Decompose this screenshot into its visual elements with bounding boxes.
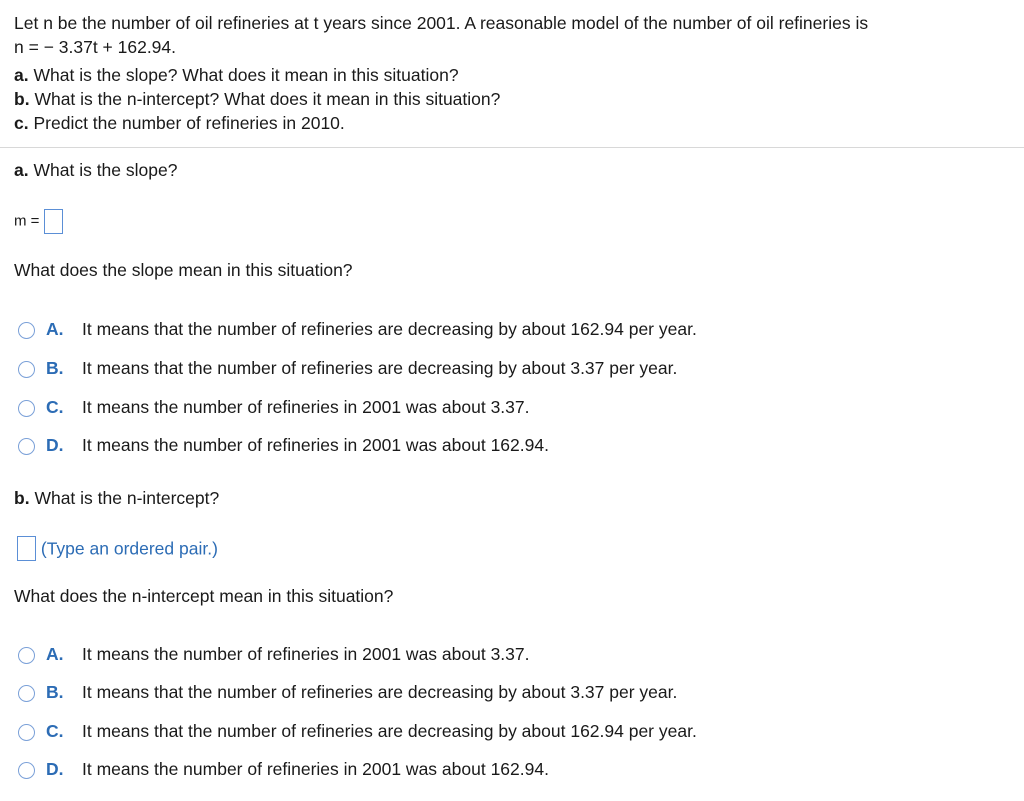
option-letter: C. bbox=[46, 397, 64, 417]
problem-statement: Let n be the number of oil refineries at t years since 2001. A reasonable model of the number of oil refineries is bbox=[14, 13, 869, 33]
option-text: It means that the number of refineries are decreasing by about 3.37 per year. bbox=[82, 682, 678, 702]
option-text: It means the number of refineries in 2001 was about 3.37. bbox=[82, 644, 530, 664]
part-a-label: a. bbox=[14, 160, 29, 180]
part-b-meaning-question: What does the n-intercept mean in this situation? bbox=[14, 586, 394, 606]
option-letter: A. bbox=[46, 644, 64, 664]
option-text: It means that the number of refineries are decreasing by about 3.37 per year. bbox=[82, 358, 678, 378]
intercept-input-hint: (Type an ordered pair.) bbox=[40, 538, 218, 559]
question-c-label: c. bbox=[14, 113, 29, 133]
option-text: It means the number of refineries in 2001 was about 162.94. bbox=[82, 759, 549, 779]
question-a-text: What is the slope? What does it mean in this situation? bbox=[33, 65, 459, 85]
question-b-text: What is the n-intercept? What does it mean in this situation? bbox=[34, 89, 501, 109]
model-equation: n = − 3.37t + 162.94. bbox=[14, 37, 177, 57]
slope-input-prefix: m = bbox=[14, 212, 40, 230]
radio-button[interactable] bbox=[18, 762, 35, 779]
slope-input-row bbox=[14, 207, 63, 234]
question-c-text: Predict the number of refineries in 2010. bbox=[33, 113, 345, 133]
part-a-meaning-question: What does the slope mean in this situation? bbox=[14, 260, 353, 280]
option-letter: D. bbox=[46, 759, 64, 779]
option-text: It means the number of refineries in 2001 was about 162.94. bbox=[82, 435, 549, 455]
intercept-answer-input[interactable] bbox=[17, 536, 36, 561]
radio-button[interactable] bbox=[18, 647, 35, 664]
option-letter: B. bbox=[46, 682, 64, 702]
option-letter: B. bbox=[46, 358, 64, 378]
option-letter: D. bbox=[46, 435, 64, 455]
intercept-input-row bbox=[17, 534, 218, 561]
question-b bbox=[14, 87, 500, 111]
option-text: It means the number of refineries in 2001 was about 3.37. bbox=[82, 397, 530, 417]
section-divider bbox=[0, 147, 1024, 148]
radio-button[interactable] bbox=[18, 322, 35, 339]
option-text: It means that the number of refineries are decreasing by about 162.94 per year. bbox=[82, 319, 697, 339]
option-letter: A. bbox=[46, 319, 64, 339]
slope-answer-input[interactable] bbox=[44, 209, 63, 234]
radio-button[interactable] bbox=[18, 361, 35, 378]
radio-button[interactable] bbox=[18, 724, 35, 741]
question-c bbox=[14, 111, 345, 135]
part-b-label: b. bbox=[14, 488, 30, 508]
question-b-label: b. bbox=[14, 89, 30, 109]
option-letter: C. bbox=[46, 721, 64, 741]
radio-button[interactable] bbox=[18, 685, 35, 702]
part-a-heading bbox=[14, 158, 177, 182]
part-b-heading bbox=[14, 486, 219, 510]
radio-button[interactable] bbox=[18, 438, 35, 455]
option-text: It means that the number of refineries are decreasing by about 162.94 per year. bbox=[82, 721, 697, 741]
question-a-label: a. bbox=[14, 65, 29, 85]
part-b-question: What is the n-intercept? bbox=[34, 488, 220, 508]
part-a-question: What is the slope? bbox=[33, 160, 178, 180]
radio-button[interactable] bbox=[18, 400, 35, 417]
question-a bbox=[14, 63, 459, 87]
